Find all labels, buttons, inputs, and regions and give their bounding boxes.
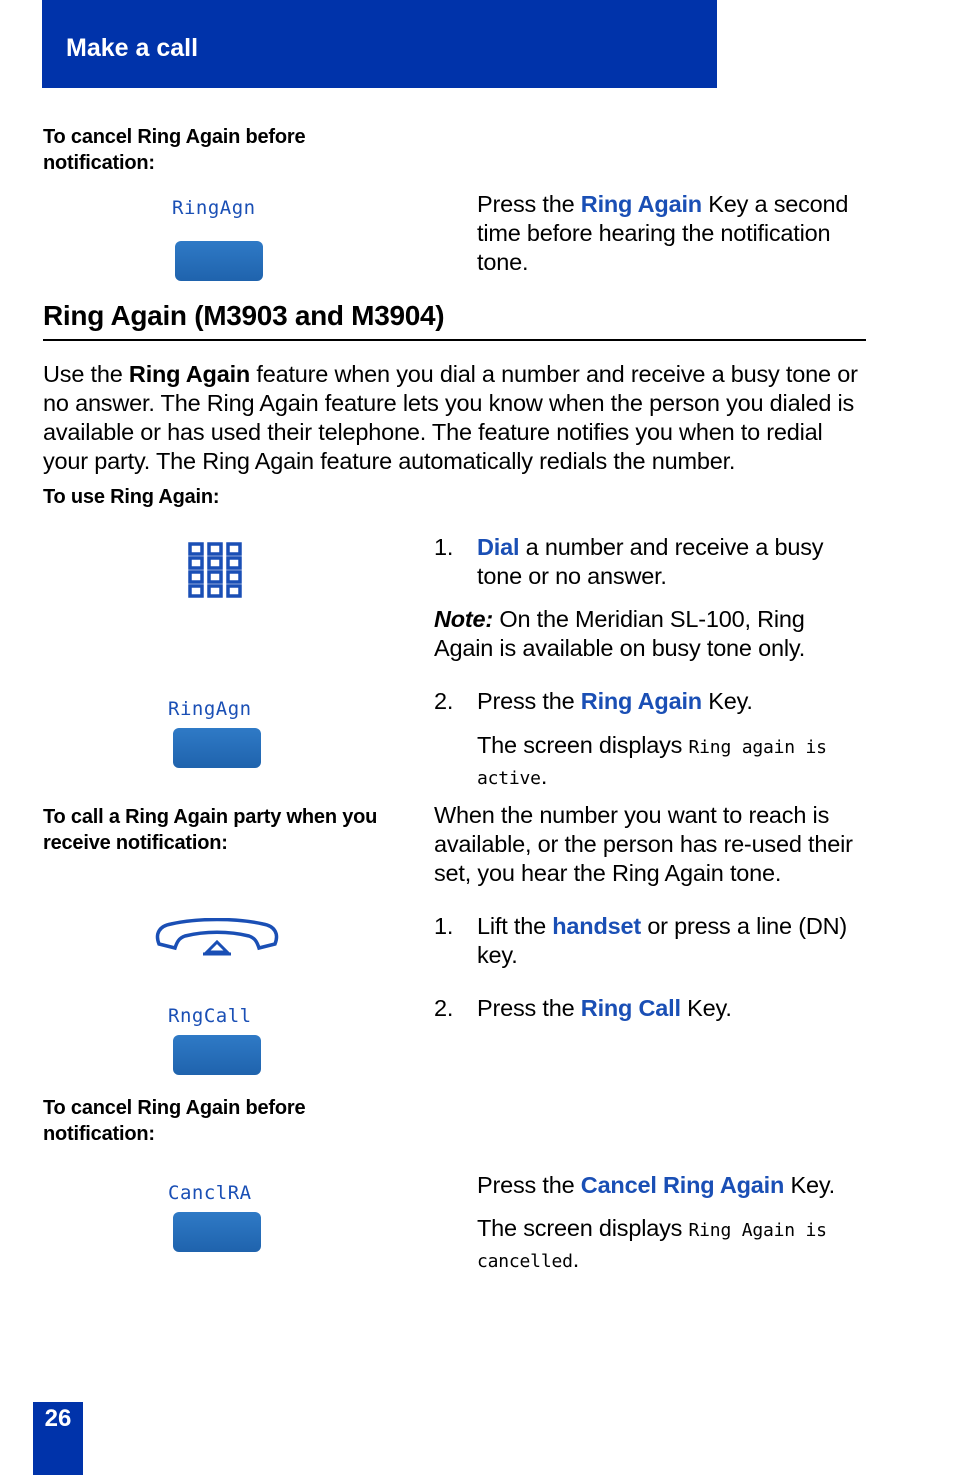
handset-icon xyxy=(153,918,281,958)
ringagn-key-label: RingAgn xyxy=(172,197,256,219)
header-title: Make a call xyxy=(66,34,199,62)
ringagn-softkey-2[interactable] xyxy=(173,728,261,768)
dial-key-name: Dial xyxy=(477,534,520,560)
use-step-1: 1. Dial a number and receive a busy tone or no answer. xyxy=(434,534,824,589)
ring-again-key-name-2: Ring Again xyxy=(580,688,702,714)
rngcall-key-label: RngCall xyxy=(168,1005,252,1027)
call-step-2: 2. Press the Ring Call Key. xyxy=(434,995,732,1021)
section-rule xyxy=(43,339,866,341)
call-step-1: 1. Lift the handset or press a line (DN) key. xyxy=(434,913,848,968)
cancel-screen-display: The screen displays Ring Again is cancelled. xyxy=(477,1215,827,1272)
ring-call-key-name: Ring Call xyxy=(580,995,681,1021)
cancel-before-instruction: Press the Ring Again Key a second time before hearing the notification tone. xyxy=(477,191,849,275)
ringagn-softkey[interactable] xyxy=(175,241,263,281)
call-intro: When the number you want to reach is available, or the person has re-used their set, you hear the Ring Again tone. xyxy=(434,802,853,886)
cancel-before-heading-2: To cancel Ring Again before notification: xyxy=(43,1097,306,1145)
use-step-2: 2. Press the Ring Again Key. xyxy=(434,688,753,714)
cancel-instruction-2: Press the Cancel Ring Again Key. xyxy=(477,1172,835,1198)
call-heading: To call a Ring Again party when you receive notification: xyxy=(43,806,378,854)
use-screen-display: The screen displays Ring again is active. xyxy=(477,732,827,789)
page-number: 26 xyxy=(44,1405,72,1432)
use-note: Note: On the Meridian SL-100, Ring Again is available on busy tone only. xyxy=(434,606,806,661)
ringagn-key-label-2: RingAgn xyxy=(168,698,252,720)
dialpad-icon xyxy=(187,541,247,603)
cancel-ring-again-key-name: Cancel Ring Again xyxy=(580,1172,785,1198)
ring-again-key-name: Ring Again xyxy=(580,191,702,217)
section-intro: Use the Ring Again feature when you dial a number and receive a busy tone or no answer. The Ring Again feature lets you know when the person you dialed is available or has used their telephone. The feature notifies you when to redial your party. The Ring Again feature automatically redials the number. xyxy=(43,361,858,474)
section-title: Ring Again (M3903 and M3904) xyxy=(43,300,445,331)
rngcall-softkey[interactable] xyxy=(173,1035,261,1075)
canclra-key-label: CanclRA xyxy=(168,1182,252,1204)
canclra-softkey[interactable] xyxy=(173,1212,261,1252)
cancel-before-heading: To cancel Ring Again before notification: xyxy=(43,126,306,174)
handset-key-name: handset xyxy=(552,913,641,939)
use-heading: To use Ring Again: xyxy=(43,486,220,508)
